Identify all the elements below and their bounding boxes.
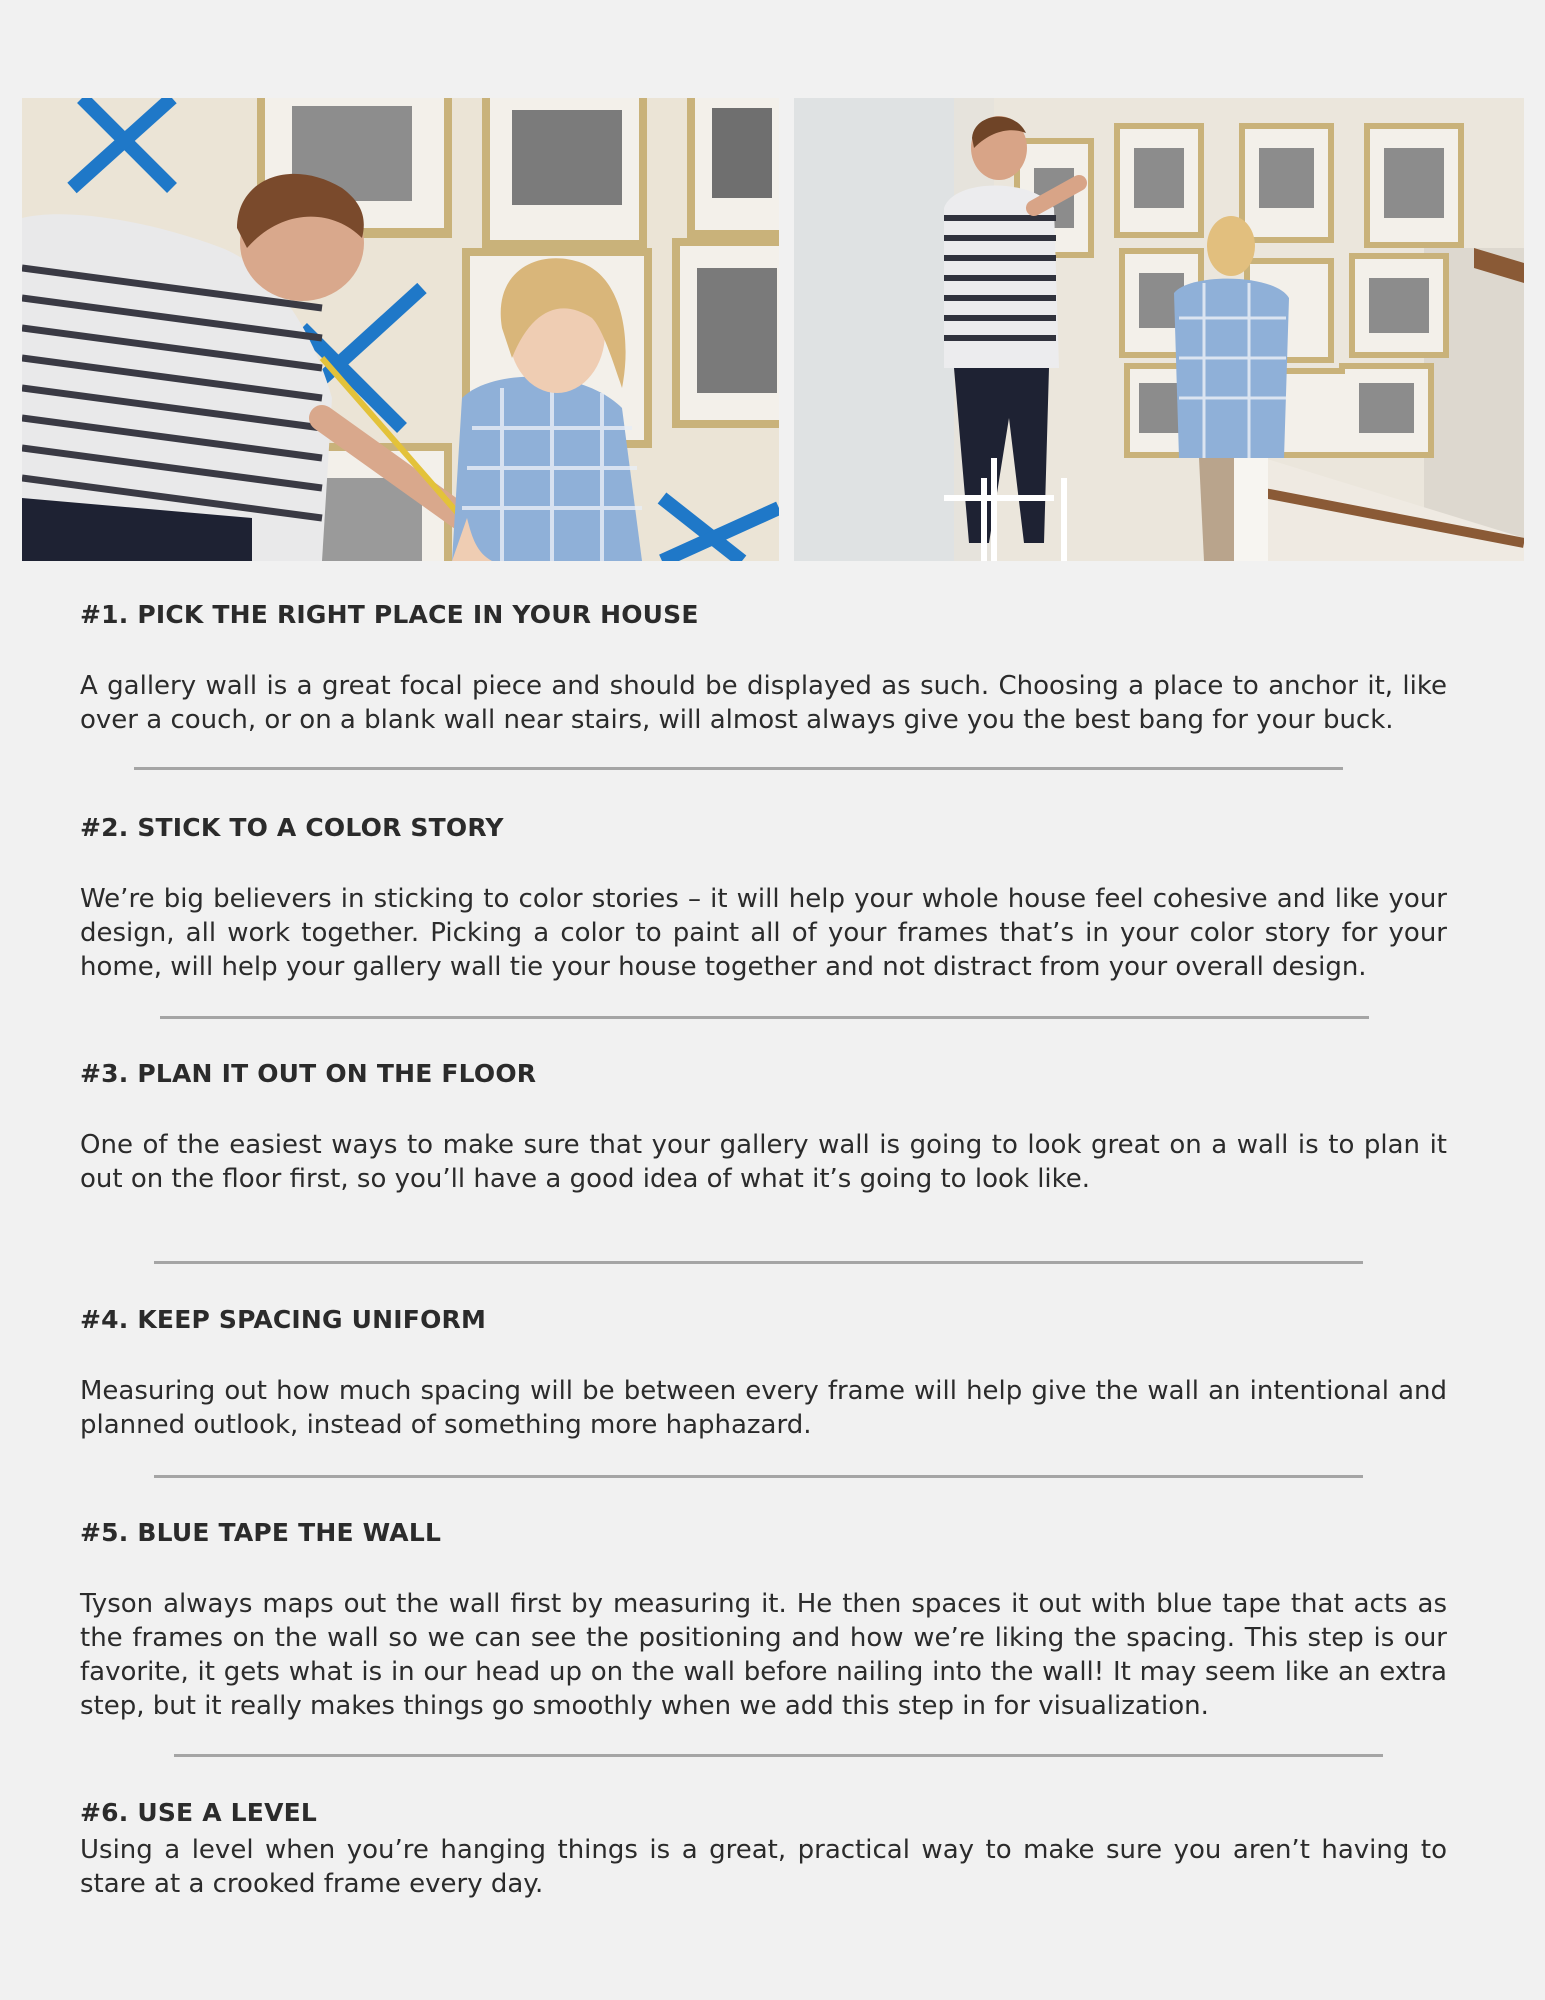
- section-6-body: Using a level when you’re hanging things is a great, practical way to make sure you aren’t having to stare at a crooked frame every day.: [80, 1835, 1447, 1899]
- section-4-body: Measuring out how much spacing will be between every frame will help give the wall an intentional and planned outlook, instead of something more haphazard.: [80, 1376, 1447, 1440]
- section-2-body: We’re big believers in sticking to color stories – it will help your whole house feel cohesive and like your design, all work together. Picking a color to paint all of your frames that’s in your color story for your home, will help your gallery wall tie your house together and not distract from your overall design.: [80, 884, 1447, 982]
- section-1-heading: #1. PICK THE RIGHT PLACE IN YOUR HOUSE: [80, 600, 699, 629]
- section-3-heading: #3. PLAN IT OUT ON THE FLOOR: [80, 1059, 537, 1088]
- section-5-body: Tyson always maps out the wall first by measuring it. He then spaces it out with blue tape that acts as the frames on the wall so we can see the positioning and how we’re liking the spacing. This step is our favorite, it gets what is in our head up on the wall before nailing into the wall! It may seem like an extra step, but it really makes things go smoothly when we add this step in for visualization.: [80, 1589, 1447, 1721]
- section-2-heading: #2. STICK TO A COLOR STORY: [80, 813, 504, 842]
- photo-strip: [22, 98, 1524, 561]
- section-divider: [154, 1261, 1363, 1264]
- section-3-body: One of the easiest ways to make sure that your gallery wall is going to look great on a wall is to plan it out on the floor first, so you’ll have a good idea of what it’s going to look like.: [80, 1130, 1447, 1194]
- section-divider: [154, 1475, 1363, 1478]
- section-divider: [134, 767, 1343, 770]
- section-divider: [174, 1754, 1383, 1757]
- section-5-heading: #5. BLUE TAPE THE WALL: [80, 1518, 442, 1547]
- section-1-body: A gallery wall is a great focal piece and should be displayed as such. Choosing a place to anchor it, like over a couch, or on a blank wall near stairs, will almost always give you the best bang for your buck.: [80, 671, 1447, 735]
- photo-measuring-wall: [22, 98, 779, 561]
- section-divider: [160, 1016, 1369, 1019]
- section-4-heading: #4. KEEP SPACING UNIFORM: [80, 1305, 487, 1334]
- photo-hanging-frames: [794, 98, 1524, 561]
- section-6-heading: #6. USE A LEVEL: [80, 1798, 318, 1827]
